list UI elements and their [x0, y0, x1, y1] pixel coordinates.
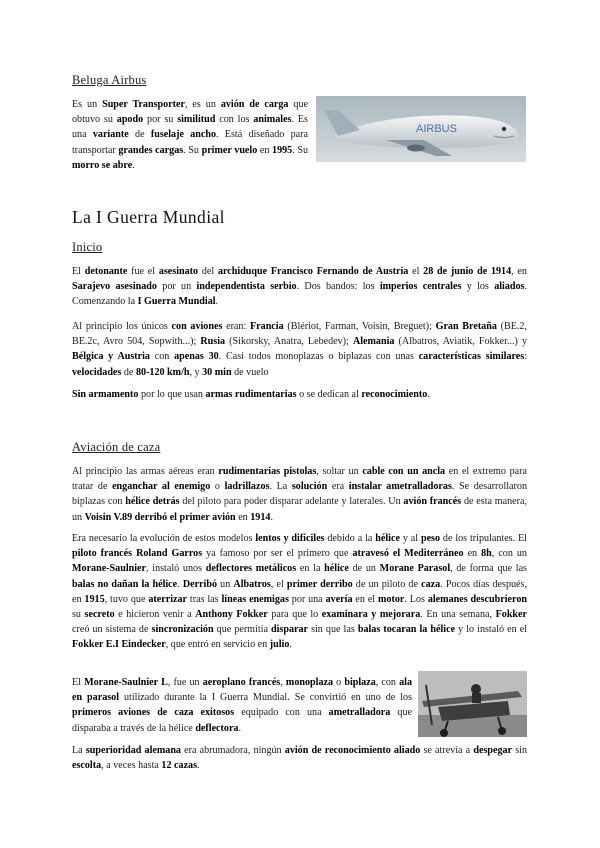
bold-term: grandes cargas: [118, 144, 184, 156]
text-run: .: [197, 760, 200, 772]
text-run: en la: [296, 563, 325, 575]
bold-term: reconocimiento: [361, 389, 428, 400]
bold-term: secreto: [84, 609, 115, 621]
bold-term: avería: [325, 593, 353, 605]
text-run: (Sikorsky, Anatra, Lebedev);: [225, 336, 353, 348]
bold-term: Albatros: [233, 578, 271, 590]
bold-term: hélice detrás: [125, 496, 180, 508]
bold-term: ladrillazos: [224, 481, 270, 493]
text-run: , fue un: [167, 677, 203, 688]
text-run: ya famoso por ser el primero que: [202, 548, 353, 560]
bold-term: Francia: [250, 321, 284, 332]
bold-term: biplaza: [344, 677, 376, 688]
text-run: :: [524, 351, 528, 363]
text-run: se atrevía a: [420, 745, 474, 756]
text-run: (BE.2, BE.2c, Avro 504, Sopwith...);: [72, 321, 527, 348]
bold-term: primeros aviones de caza exitosos: [72, 707, 235, 719]
bold-term: Morane-Saulnier: [72, 563, 147, 575]
bold-term: apodo: [116, 114, 144, 126]
bold-term: superioridad alemana: [85, 745, 181, 756]
bold-term: morro se abre: [72, 159, 133, 171]
text-run: . Está diseñado para transportar: [72, 129, 308, 156]
text-run: creó un sistema de: [72, 624, 152, 636]
text-run: de un piloto de: [352, 578, 422, 590]
bold-term: primer derribo: [286, 578, 353, 590]
text-run: en el: [352, 593, 379, 605]
text-run: y lo instaló en el: [455, 624, 528, 636]
text-run: su: [72, 609, 85, 621]
text-run: , que entró en servicio en: [165, 639, 270, 651]
text-run: .: [289, 639, 292, 651]
text-run: o se dedican al: [296, 389, 362, 400]
text-run: de esta manera, un: [72, 496, 527, 523]
text-run: por un: [156, 281, 197, 293]
text-run: , con un: [491, 548, 527, 560]
bold-term: monoplaza: [285, 677, 334, 688]
text-run: . Su: [183, 144, 202, 156]
text-run: en el extremo para tratar de: [72, 466, 527, 493]
bold-term: fuselaje ancho: [150, 129, 216, 141]
text-run: por una: [288, 593, 326, 605]
bold-term: Rusia: [200, 336, 226, 348]
bold-term: características similares: [418, 351, 525, 363]
text-run: de: [128, 129, 151, 141]
text-run: en: [257, 144, 273, 156]
text-run: . Dos bandos: los: [296, 281, 380, 293]
text-run: o: [333, 677, 345, 688]
text-run: sin: [512, 745, 528, 756]
text-run: y los: [461, 281, 495, 293]
bold-term: animales: [253, 114, 292, 126]
bold-term: Fokker E.I Eindecker: [72, 639, 166, 651]
text-run: sin que las: [308, 624, 358, 636]
text-run: ,: [280, 677, 286, 688]
text-run: , con: [375, 677, 400, 688]
text-run: del: [198, 266, 218, 277]
bold-term: Sin armamento: [72, 389, 139, 400]
bold-term: motor: [378, 593, 405, 605]
bold-term: Voisin V.89 derribó el primer avión: [84, 511, 236, 523]
bold-term: independentista serbio: [196, 281, 297, 293]
text-run: tras las: [187, 593, 222, 605]
bold-term: aterrizar: [148, 593, 188, 605]
text-run: o: [210, 481, 225, 493]
bold-term: lentos y difíciles: [255, 533, 325, 544]
bold-term: Morane Parasol: [379, 563, 451, 575]
text-run: , el: [270, 578, 287, 590]
bold-term: 28 de junio de 1914: [423, 266, 512, 277]
text-run: en: [235, 511, 251, 523]
bold-term: líneas enemigas: [221, 593, 289, 605]
beluga-airplane-image: [316, 96, 526, 162]
bold-term: archiduque Francisco Fernando de Austria: [217, 266, 409, 277]
text-run: . La: [269, 481, 292, 493]
caza-paragraph-2: [72, 531, 527, 653]
bold-term: avión de reconocimiento aliado: [284, 745, 421, 756]
bold-term: Bélgica y Austria: [72, 351, 150, 363]
bold-term: variante: [92, 129, 129, 141]
inicio-paragraph-3: [72, 387, 527, 402]
bold-term: 1915: [84, 593, 105, 605]
text-run: (Blériot, Farman, Voisin, Breguet);: [283, 321, 436, 332]
text-run: que obtuvo su: [72, 99, 308, 126]
inicio-paragraph-2: [72, 319, 527, 380]
text-run: . Pocos días después, en: [72, 578, 527, 605]
beluga-photo-svg: [316, 96, 526, 162]
text-run: El: [72, 677, 85, 688]
bold-term: Fokker: [495, 609, 528, 621]
text-run: de los tripulantes. El: [440, 533, 527, 544]
text-run: de un: [348, 563, 380, 575]
bold-term: aliados: [494, 281, 525, 293]
bold-term: detonante: [84, 266, 128, 277]
text-run: . Su: [292, 144, 308, 156]
airbus-logo-text: AIRBUS: [416, 123, 457, 135]
bold-term: primer vuelo: [201, 144, 258, 156]
bold-term: apenas 30: [174, 351, 219, 363]
bold-term: asesinato: [158, 266, 199, 277]
text-run: .: [132, 159, 135, 171]
bold-term: piloto francés Roland Garros: [72, 548, 203, 560]
text-run: Al principio los únicos: [72, 321, 172, 332]
text-run: para que lo: [267, 609, 322, 621]
text-run: por su: [143, 114, 178, 126]
text-run: Es un: [72, 99, 103, 110]
bold-term: 12 cazas: [161, 760, 198, 772]
bold-term: balas tocaran la hélice: [357, 624, 456, 636]
bold-term: avión de carga: [220, 99, 289, 110]
bold-term: deflectora: [195, 722, 239, 734]
bold-term: similitud: [177, 114, 216, 126]
bold-term: examinara y mejorara: [321, 609, 421, 621]
text-run: que disparaba a través de la hélice: [72, 707, 412, 734]
text-run: un: [217, 578, 234, 590]
bold-term: Sarajevo asesinado: [72, 281, 157, 293]
caza-paragraph-1: [72, 464, 527, 525]
bold-term: Super Transporter: [102, 99, 185, 110]
inicio-heading: Inicio: [72, 240, 103, 254]
text-run: utilizado durante la I Guerra Mundial. Se convirtió en uno de los: [119, 692, 412, 704]
text-run: . En una semana,: [420, 609, 496, 621]
text-run: por lo que usan: [138, 389, 206, 400]
text-run: era: [327, 481, 349, 493]
text-run: de: [121, 366, 136, 378]
text-run: (Albatros, Aviatik, Fokker...) y: [394, 336, 527, 348]
bold-term: 80-120 km/h: [135, 366, 190, 378]
bold-term: 8h: [481, 548, 492, 560]
bold-term: balas no dañan la hélice: [72, 578, 178, 590]
text-run: equipado con una: [234, 707, 329, 719]
text-run: La: [72, 745, 86, 756]
bold-term: Gran Bretaña: [435, 321, 497, 332]
bold-term: armas rudimentarias: [205, 389, 297, 400]
text-run: .: [270, 511, 273, 523]
text-run: Era necesario la evolución de estos modelos: [72, 533, 256, 544]
text-run: era abrumadora, ningún: [180, 745, 285, 756]
caza-heading: Aviación de caza: [72, 440, 161, 454]
bold-term: imperios centrales: [379, 281, 462, 293]
bold-term: deflectores metálicos: [205, 563, 297, 575]
text-run: .: [427, 389, 430, 400]
text-run: . Los: [404, 593, 428, 605]
bold-term: cable con un ancla: [362, 466, 446, 477]
bold-term: atravesó el Mediterráneo: [352, 548, 464, 560]
bold-term: 1914: [250, 511, 271, 523]
bold-term: velocidades: [72, 366, 122, 378]
caza-paragraph-4: [72, 743, 527, 773]
text-run: fue el: [127, 266, 159, 277]
text-run: .: [238, 722, 241, 734]
text-run: , en: [511, 266, 527, 277]
text-run: . Comenzando la: [72, 281, 528, 308]
text-run: , es un: [184, 99, 221, 110]
bold-term: sincronización: [151, 624, 214, 636]
text-run: en: [463, 548, 482, 560]
text-run: , instaló unos: [146, 563, 206, 575]
bold-term: Anthony Fokker: [195, 609, 268, 621]
bold-term: 30 min: [202, 366, 232, 378]
bold-term: hélice: [375, 533, 400, 544]
bold-term: enganchar al enemigo: [112, 481, 211, 493]
bold-term: alemanes descubrieron: [427, 593, 527, 605]
text-run: .: [215, 296, 219, 308]
text-run: , soltar un: [316, 466, 363, 477]
bold-term: rudimentarias pistolas: [218, 466, 317, 477]
text-run: , a veces hasta: [101, 760, 162, 772]
text-run: con: [149, 351, 175, 363]
text-run: . Es una: [72, 114, 308, 141]
bold-term: escolta: [72, 760, 102, 772]
bold-term: aeroplano francés: [202, 677, 281, 688]
bold-term: solución: [291, 481, 328, 493]
bold-term: peso: [420, 533, 441, 544]
bold-term: despegar: [473, 745, 513, 756]
text-run: de vuelo: [231, 366, 269, 378]
text-run: , tuvo que: [104, 593, 149, 605]
text-run: con los: [215, 114, 254, 126]
bold-term: julio: [269, 639, 290, 651]
inicio-paragraph-1: [72, 264, 527, 310]
text-run: el: [408, 266, 424, 277]
bold-term: 1995: [272, 144, 293, 156]
bold-term: hélice: [324, 563, 349, 575]
text-run: , y: [189, 366, 203, 378]
morane-saulnier-photo: [418, 671, 527, 737]
beluga-heading: Beluga Airbus: [72, 73, 147, 87]
bold-term: avión francés: [403, 496, 462, 508]
beluga-paragraph: [72, 97, 308, 173]
caza-paragraph-3: [72, 675, 412, 736]
morane-photo-svg: [418, 671, 527, 737]
text-run: El: [72, 266, 85, 277]
text-run: .: [177, 578, 183, 590]
bold-term: Morane-Saulnier L: [84, 677, 168, 688]
text-run: y al: [399, 533, 421, 544]
text-run: . Casi todos monoplazas o biplazas con unas: [218, 351, 419, 363]
bold-term: ala en parasol: [72, 677, 413, 704]
bold-term: I Guerra Mundial: [137, 296, 216, 308]
bold-term: Derribó: [182, 578, 218, 590]
bold-term: Alemania: [352, 336, 395, 348]
text-run: eran:: [222, 321, 250, 332]
bold-term: con aviones: [171, 321, 223, 332]
text-run: debido a la: [324, 533, 376, 544]
bold-term: ametralladora: [328, 707, 391, 719]
text-run: e hicieron venir a: [114, 609, 196, 621]
text-run: . Se desarrollaron biplazas con: [72, 481, 527, 508]
bold-term: disparar: [271, 624, 309, 636]
bold-term: instalar ametralladoras: [348, 481, 452, 493]
text-run: que permitía: [213, 624, 271, 636]
text-run: , de forma que las: [450, 563, 527, 575]
text-run: del piloto para poder disparar adelante y laterales. Un: [179, 496, 404, 508]
page-title: La I Guerra Mundial: [72, 207, 225, 227]
text-run: Al principio las armas aéreas eran: [72, 466, 219, 477]
bold-term: caza: [421, 578, 441, 590]
